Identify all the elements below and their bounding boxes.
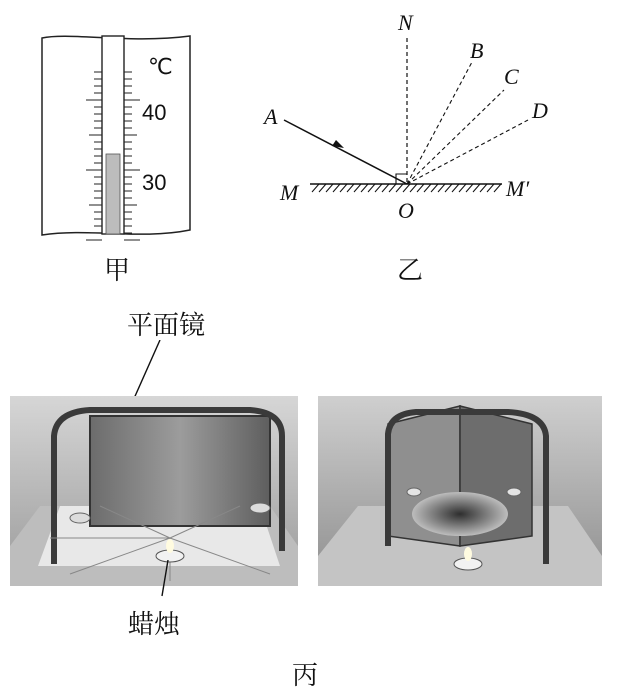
caption-yi: 乙	[397, 256, 424, 286]
hatch-mark	[438, 184, 445, 192]
photo-left	[10, 396, 298, 586]
hatch-mark	[340, 184, 347, 192]
hatch-mark	[452, 184, 459, 192]
hatch-mark	[312, 184, 319, 192]
label-candle: 蜡烛	[128, 610, 181, 640]
hatch-mark	[361, 184, 368, 192]
hatch-mark	[354, 184, 361, 192]
caption-bing: 丙	[292, 661, 319, 691]
incident-arrow	[332, 140, 344, 148]
hatch-mark	[480, 184, 487, 192]
hatch-mark	[368, 184, 375, 192]
label-c: C	[504, 64, 519, 89]
hatch-mark	[389, 184, 396, 192]
label-d: D	[532, 98, 548, 123]
hatch-mark	[487, 184, 494, 192]
hatch-mark	[459, 184, 466, 192]
hatch-mark	[326, 184, 333, 192]
label-m: M	[280, 180, 299, 205]
hatch-mark	[347, 184, 354, 192]
hatch-mark	[424, 184, 431, 192]
hatch-mark	[382, 184, 389, 192]
hatch-mark	[319, 184, 326, 192]
reflection-diagram	[262, 0, 592, 240]
candle-pointer-line	[150, 560, 180, 600]
hatch-mark	[466, 184, 473, 192]
label-a: A	[264, 104, 278, 129]
caption-jia: 甲	[104, 256, 131, 286]
hatch-mark	[375, 184, 382, 192]
thermometer-figure	[30, 30, 200, 245]
hatch-mark	[417, 184, 424, 192]
ray-ob	[407, 62, 472, 184]
label-plane-mirror: 平面镜	[127, 311, 206, 341]
ray-oc	[407, 90, 504, 184]
label-b: B	[470, 38, 484, 63]
label-n: N	[398, 10, 413, 35]
unit-label: ℃	[148, 54, 173, 79]
thermometer-liquid	[106, 154, 120, 234]
photo-right	[318, 396, 602, 586]
ray-od	[407, 120, 528, 184]
hatch-mark	[431, 184, 438, 192]
label-m-prime: M′	[506, 176, 530, 201]
mirror-hatching	[312, 184, 501, 192]
hatch-mark	[473, 184, 480, 192]
tick-label-40: 40	[142, 100, 167, 125]
hatch-mark	[410, 184, 417, 192]
hatch-mark	[445, 184, 452, 192]
label-o: O	[398, 198, 414, 223]
hatch-mark	[403, 184, 410, 192]
hatch-mark	[494, 184, 501, 192]
hatch-mark	[333, 184, 340, 192]
incident-ray	[284, 120, 407, 184]
tick-label-30: 30	[142, 170, 167, 195]
hatch-mark	[396, 184, 403, 192]
